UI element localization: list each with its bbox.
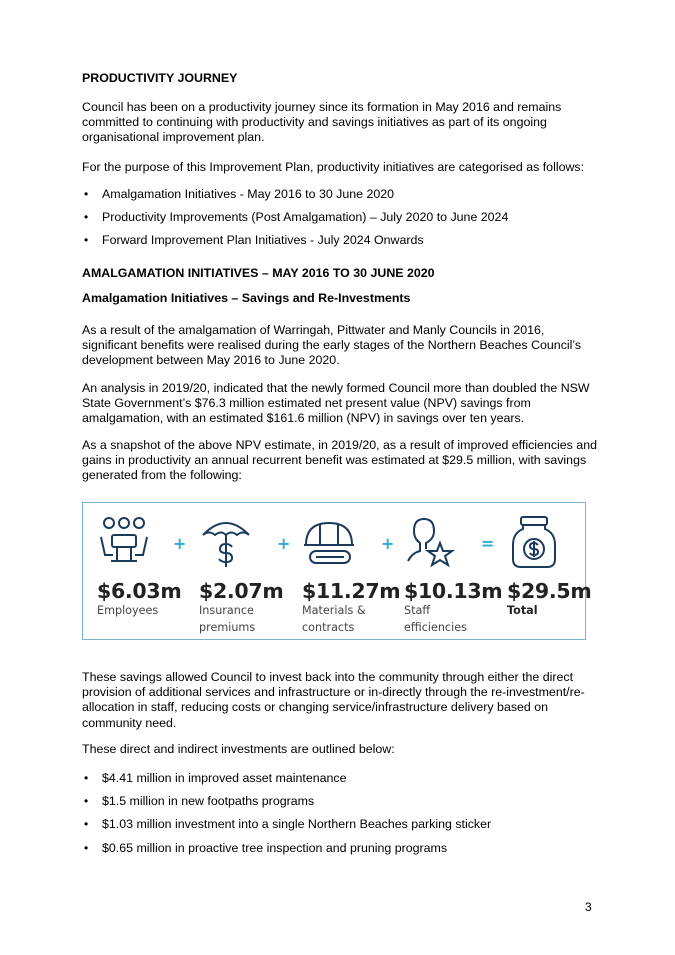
list-item: • Productivity Improvements (Post Amalgamation) – July 2020 to June 2024 <box>84 210 509 225</box>
category-list <box>82 187 597 249</box>
bullet-icon: • <box>84 233 89 248</box>
bullet-icon: • <box>84 210 89 225</box>
equals-operator: = <box>481 534 495 553</box>
amalgamation-paragraph-3: As a snapshot of the above NPV estimate, in 2019/20, as a result of improved efficiencies and gains in productivity an annual recurrent benefit was estimated at $29.5 million, with savings generated from the following: <box>82 438 597 483</box>
amalgamation-heading: AMALGAMATION INITIATIVES – MAY 2016 TO 30 JUNE 2020 <box>82 266 435 280</box>
investment-list <box>82 771 597 856</box>
person-star-icon <box>404 515 458 569</box>
page-number: 3 <box>585 900 592 914</box>
intro-paragraph: Council has been on a productivity journey since its formation in May 2016 and remains committed to continuing with productivity and savings initiatives as part of its ongoing organisational improvement plan. <box>82 100 562 145</box>
bullet-icon: • <box>84 817 89 832</box>
savings-amount: $2.07m <box>199 579 284 603</box>
list-item: • Forward Improvement Plan Initiatives - July 2024 Onwards <box>84 233 424 248</box>
savings-label: Total <box>507 604 538 617</box>
money-jar-icon <box>507 515 561 569</box>
savings-item-staff <box>390 503 503 639</box>
savings-amount: $11.27m <box>302 579 401 603</box>
amalgamation-paragraph-2: An analysis in 2019/20, indicated that the newly formed Council more than doubled the NSW State Government’s $76.3 million estimated net present value (NPV) savings from amalgamation, with an estimated $161.6 million (NPV) in savings over ten years. <box>82 381 590 426</box>
umbrella-dollar-icon <box>199 515 253 569</box>
list-item: • $1.03 million investment into a single Northern Beaches parking sticker <box>84 817 492 832</box>
list-item: • Amalgamation Initiatives - May 2016 to 30 June 2020 <box>84 187 395 201</box>
savings-infographic <box>82 502 592 640</box>
plus-operator: + <box>173 534 187 553</box>
reinvest-paragraph-1: These savings allowed Council to invest back into the community through either the direct provision of additional services and infrastructure or in-directly through the re-investment/re-allocation in staff, reducing costs or changing service/infrastructure delivery based on community need. <box>82 670 585 730</box>
savings-amount: $10.13m <box>404 579 503 603</box>
bullet-icon: • <box>84 794 89 809</box>
plus-operator: + <box>381 534 395 553</box>
list-item: • $1.5 million in new footpaths programs <box>84 794 315 809</box>
savings-item-insurance <box>185 503 284 639</box>
amalgamation-subheading: Amalgamation Initiatives – Savings and Re-Investments <box>82 291 411 305</box>
savings-amount: $29.5m <box>507 579 592 603</box>
savings-item-employees <box>83 503 182 639</box>
section-heading: PRODUCTIVITY JOURNEY <box>82 71 238 85</box>
employees-icon <box>97 515 151 569</box>
bullet-icon: • <box>84 771 89 785</box>
list-item: • $0.65 million in proactive tree inspection and pruning programs <box>84 840 448 855</box>
amalgamation-paragraph-1: As a result of the amalgamation of Warringah, Pittwater and Manly Councils in 2016, significant benefits were realised during the early stages of the Northern Beaches Council’s development between May 2016 to June 2020. <box>82 323 582 368</box>
savings-label: Insurance premiums <box>199 604 256 634</box>
purpose-paragraph: For the purpose of this Improvement Plan, productivity initiatives are categorised as follows: <box>82 160 585 174</box>
bullet-icon: • <box>84 840 89 855</box>
savings-label: Employees <box>97 604 159 617</box>
list-item: • $4.41 million in improved asset maintenance <box>84 771 347 785</box>
savings-item-total <box>493 503 592 639</box>
savings-amount: $6.03m <box>97 579 182 603</box>
plus-operator: + <box>277 534 291 553</box>
savings-label: Materials & contracts <box>302 604 366 634</box>
hardhat-icon <box>302 515 356 569</box>
reinvest-paragraph-2: These direct and indirect investments are outlined below: <box>82 742 395 756</box>
savings-label: Staff efficiencies <box>404 604 467 634</box>
savings-item-materials <box>288 503 401 639</box>
bullet-icon: • <box>84 187 89 201</box>
